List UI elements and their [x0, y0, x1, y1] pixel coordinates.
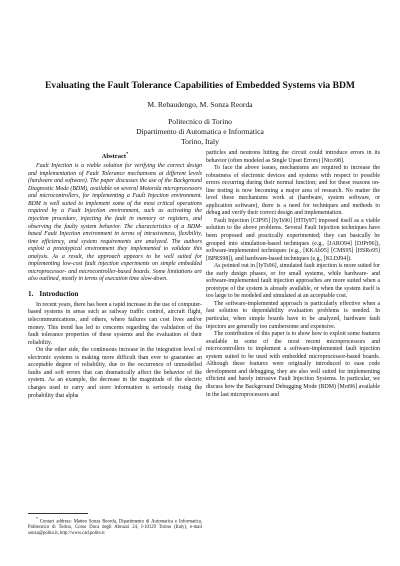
footnote-text: Contact address: Matteo Sonza Reorda, Dipartimento di Automatica e Informatica, Politecnico di Torino, Corso Duca degli Abruzzi 24, I-10129 Torino (Italy), e-mail sonza@polito.it, http://www.cad.polito.it: [28, 519, 203, 537]
abstract-heading: Abstract*: [101, 151, 129, 161]
paragraph: The software-implemented approach is particularly effective when a fast solution to dependability evaluation problems is needed. In particular, when simple boards have to be analyzed, hardware fault injectors are generally too cumbersome and expensive.: [206, 300, 380, 330]
footnote: [28, 513, 202, 537]
affiliation-line: Torino, Italy: [181, 137, 219, 146]
affiliation: [20, 117, 380, 147]
paragraph: As pointed out in [IyTs96], simulated fault injection is more suited for the early design phases, or for small systems, while hardware- and software-implemented fault injection approaches are more suited when a prototype of the system is already available, or when the system itself is too large to be modeled and simulated at an acceptable cost.: [206, 263, 380, 300]
paragraph: In recent years, there has been a rapid increase in the use of computer-based systems in areas such as railway traffic control, aircraft flight, telecommunications, and others, where failures can cost lives and/or money. This trend has led to concerns regarding the validation of the fault tolerance properties of these systems and the evaluation of their reliability.: [28, 301, 202, 346]
section-heading: [28, 290, 202, 299]
footnote-rule: [28, 513, 88, 514]
left-column: [28, 150, 202, 400]
abstract-text: Fault Injection is a viable solution for verifying the correct design and implementation of Fault Tolerance mechanisms at different levels (hardware and software). The paper discusses the use of the Background Diagnostic Mode (BDM), available on several Motorola microprocessors and microcontrollers, for implementing a Fault Injection environment. BDM is well suited to implement some of the most critical operations required by a Fault Injection environment, such as activating the injection procedure, injecting the fault in memory or registers, and observing the faulty system behavior. The characteristics of a BDM-based Fault Injection environment in terms of intrusiveness, flexibility, time efficiency, and system requirements are analyzed. The authors exploit a prototypical environment they implemented to validate this analysis. As a result, the approach appears to be well suited for implementing low-cost fault injection experiments on simple embedded microprocessor- and microcontroller-based boards. Some limitations are also outlined, mostly in terms of execution time slow-down.: [28, 163, 202, 283]
footnote-mark: *: [36, 517, 38, 521]
paragraph: The contribution of this paper is to show how to exploit some features available in some of the most recent microprocessors and microcontrollers to implement a software-implemented fault injection system suited to be used with embedded microprocessor-based boards. Although these features were originally introduced to ease code development and debugging, they are also well suited for implementing efficient and barely intrusive Fault Injection Systems. In particular, we discuss how the Background Debugging Mode (BDM) [Mot96] available in the last microprocessors and: [206, 331, 380, 398]
paper-title: Evaluating the Fault Tolerance Capabilities of Embedded Systems via BDM: [45, 80, 355, 91]
affiliation-line: Dipartimento di Automatica e Informatica: [136, 127, 264, 136]
paragraph: On the other side, the continuous increase in the integration level of electronic systems is making more difficult than ever to guarantee an acceptable degree of reliability, due to the occurrence of unmodelled faults and soft errors that can dramatically affect the behavior of the system. As an example, the decrease in the magnitude of the electric charges used to carry and store information is seriously rising the probability that alpha: [28, 347, 202, 399]
paragraph: particles and neutrons hitting the circuit could introduce errors in its behavior (often modeled as Single Upset Errors) [Nico98].: [206, 150, 380, 164]
abstract-heading-mark: *: [126, 151, 129, 156]
paragraph: To face the above issues, mechanisms are required to increase the robustness of electronic devices and systems with respect to possible errors occurring during their normal function; and for these reasons on-line testing is now becoming a major area of research. No matter the level these mechanisms work at (hardware, system software, or application software), there is a need for techniques and methods to debug and verify their correct design and implementation.: [206, 165, 380, 217]
section-title: Introduction: [39, 289, 79, 298]
affiliation-line: Politecnico di Torino: [168, 117, 232, 126]
paper-authors: M. Rebaudengo, M. Sonza Reorda: [147, 100, 253, 109]
right-column: [206, 150, 380, 399]
paragraph: Fault Injection [CIP95] [IyTs96] [HTIy97] imposed itself as a viable solution to the above problems. Several Fault Injection techniques have been proposed and practically experimented; they can basically be grouped into simulation-based techniques (e.g., [JARO94] [DJPr96]), software-implemented techniques (e.g., [KKAb95] [CMS95] [HSRo95] [BPRS98]), and hardware-based techniques (e.g., [KLDJ94]).: [206, 217, 380, 262]
section-number: 1.: [28, 289, 34, 298]
